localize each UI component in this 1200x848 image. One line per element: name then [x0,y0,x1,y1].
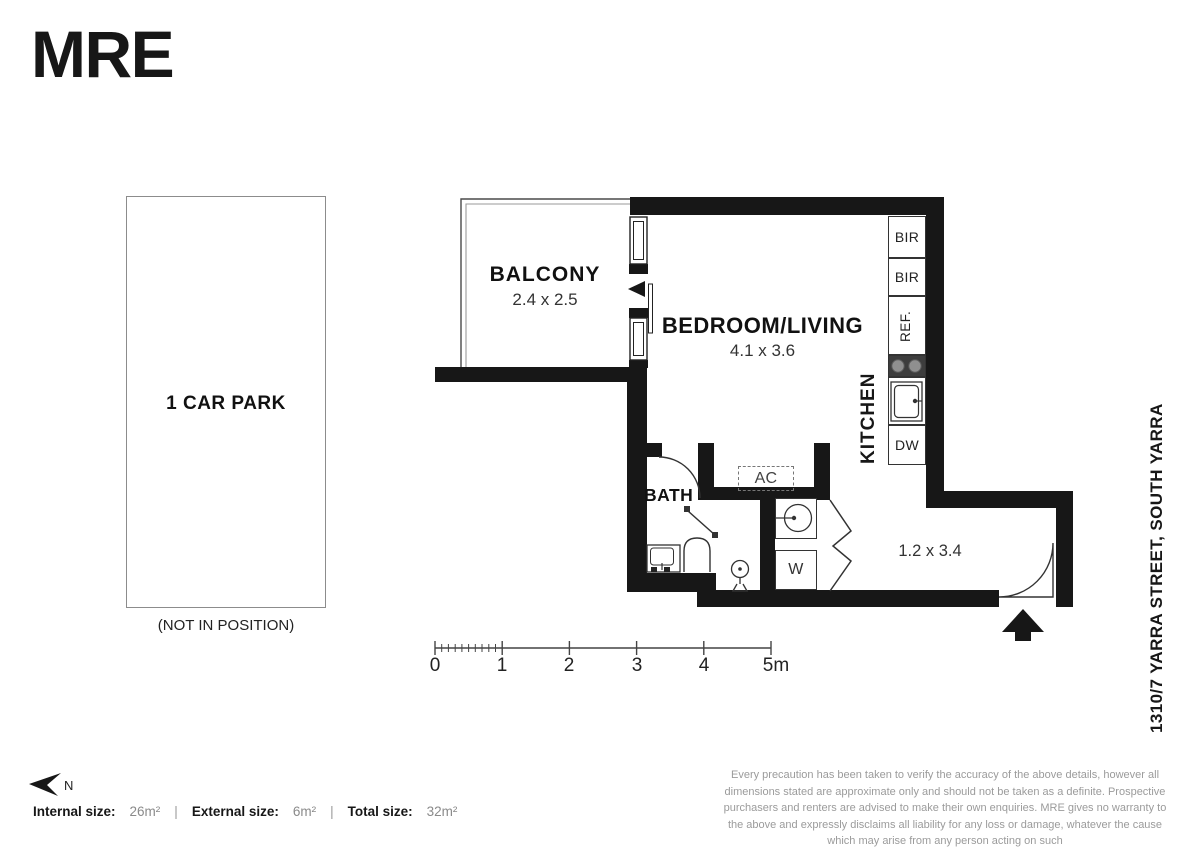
internal-size-value: 26m² [129,804,161,819]
wall-bottom [697,590,999,607]
vanity-icon [647,545,680,572]
washer-label: W [788,561,804,578]
external-size-label: External size: [191,804,279,819]
wall-bath-left [627,367,647,573]
scale-tick-1: 1 [496,655,508,676]
scale-tick-2: 2 [563,655,575,676]
shower-icon [732,561,749,592]
scale-tick-0: 0 [429,655,441,676]
cooktop [888,355,926,377]
total-size-label: Total size: [347,804,413,819]
bath-label: BATH [644,485,694,505]
kitchen-label: KITCHEN [858,372,879,464]
scale-tick-3: 3 [631,655,643,676]
wall-top [630,197,944,215]
ac-unit [738,466,794,491]
separator: | [174,804,178,819]
laundry-tub-cabinet [775,498,817,539]
wall-bath-door-jamb [647,443,662,457]
bir-1-label: BIR [894,229,920,245]
brand-logo: MRE [31,17,174,91]
bir-2-label: BIR [894,269,920,285]
entry-arrow-icon [1002,609,1044,641]
cabinet-bir-2 [888,258,926,296]
external-size-value: 6m² [292,804,317,819]
separator: | [330,804,334,819]
cabinet-dishwasher [888,425,926,465]
scale-bar [435,641,771,655]
car-park-note: (NOT IN POSITION) [157,617,295,634]
total-size-value: 32m² [426,804,458,819]
wall-window-sill [629,360,648,368]
entry-dims: 1.2 x 3.4 [898,542,962,560]
bifold-door-icon [830,500,851,591]
cabinet-bir-1 [888,216,926,258]
north-label: N [64,778,74,793]
washing-machine [775,550,817,590]
address-vertical-label: 1310/7 YARRA STREET, SOUTH YARRA [1147,403,1166,733]
ac-label: AC [754,469,778,487]
entry-door-arc [999,543,1053,597]
bedroom-living-dims: 4.1 x 3.6 [729,341,796,360]
bedroom-living-label: BEDROOM/LIVING [661,313,864,338]
wall-laundry-left [760,490,775,592]
shower-screen-line [684,506,718,538]
scale-tick-5: 5m [762,655,790,676]
car-park-label: 1 CAR PARK [166,393,286,414]
toilet-icon [684,538,710,572]
internal-size-label: Internal size: [33,804,116,819]
disclaimer-text: Every precaution has been taken to verify the accuracy of the above details, however all dimensions stated are approximate only and should not be taken as a definite. Prospective purchasers and renters are advised to make their own enquiries. MRE gives no warranty to the above and expressly disclaims all liability for any loss or damage, whatever the cause which may arise from any person acting on such [723,769,1167,847]
balcony-dims: 2.4 x 2.5 [512,290,578,309]
dw-label: DW [895,437,919,453]
wall-balcony-bottom [435,367,647,382]
cabinet-sink [888,377,926,425]
wall-bath-step [699,573,716,607]
wall-entry-step [926,491,1073,508]
wall-kitchen-right [926,197,944,508]
fridge-label: REF. [898,310,913,342]
wall-entry-right [1056,491,1073,607]
north-arrow-icon [29,773,61,796]
balcony-label: BALCONY [489,263,601,286]
scale-tick-4: 4 [698,655,710,676]
sizes-bar [33,804,457,819]
